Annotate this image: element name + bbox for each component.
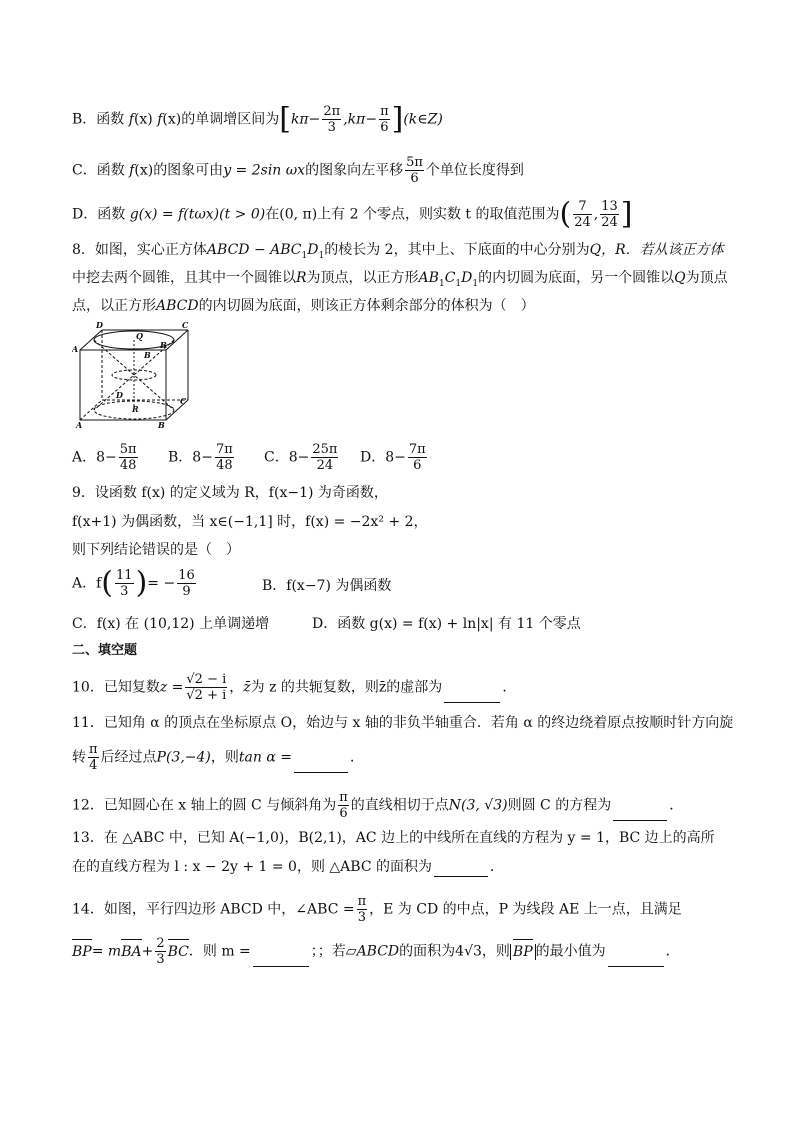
q9-line1: 9．设函数 f(x) 的定义域为 R，f(x−1) 为奇函数， [72,485,388,501]
label-d: D [116,390,123,400]
fraction: $\frac{2\pi}{3}$ [323,104,341,135]
q11-line1: 11．已知角 α 的顶点在坐标原点 O，始边与 x 轴的非负半轴重合．若角 α 的终边绕着原点按顺时针方向旋 [72,715,734,731]
label-a: A [76,420,83,430]
q9-line3: 则下列结论错误的是（ ） [72,542,240,558]
section-fill-in-title: 二、填空题 [72,643,138,658]
fraction: $\frac{7}{24}$ [574,199,591,230]
q9-choice-b: B．f(x−7) 为偶函数 [262,578,392,594]
q9-line2: f(x+1) 为偶函数，当 x∈(−1,1] 时，f(x) = −2x² + 2， [72,514,428,530]
q13-line1: 13．在 △ABC 中，已知 A(−1,0)，B(2,1)，AC 边上的中线所在直线的方程为 y = 1，BC 边上的高所 [72,830,715,846]
q8-line2: 中挖去两个圆锥，且其中一个圆锥以R为顶点，以正方形$AB_1C_1D_1$的内切圆为底面，另一个圆锥以Q为顶点 [72,270,728,289]
q9-choice-a: A．f( $\frac{11}{3}$ )= − $\frac{16}{9}$ [72,565,195,601]
option-7c: C．函数 f(x)的图象可由y = 2sin ωx的图象向左平移 $\frac{5\pi}{6}$ 个单位长度得到 [72,155,524,186]
q8-line3: 点，以正方形ABCD的内切圆为底面，则该正方体剩余部分的体积为（ ） [72,298,535,314]
q10-answer-blank[interactable] [444,688,500,703]
label-b-bottom: B [158,420,165,430]
label-r: R [132,404,139,414]
q14-line1: 14．如图，平行四边形 ABCD 中，∠ABC = $\frac{\pi}{3}$ ，E 为 CD 的中点，P 为线段 AE 上一点，且满足 [72,894,682,925]
q11-line2: 转 $\frac{\pi}{4}$ 后经过点P(3,−4)，则tan α = ． [72,742,364,773]
q13-line2: 在的直线方程为 l : x − 2y + 1 = 0，则 △ABC 的面积为 ． [72,859,505,875]
q10: 10．已知复数z = $\frac{√2 - i}{√2 + i}$ ，z̄为 z 的共轭复数，则z̄的虚部为 ． [72,672,517,703]
q8-choice-c: C．8− $\frac{25\pi}{24}$ [264,442,338,473]
q14-answer-blank-m[interactable] [253,952,309,967]
q8-choice-d: D．8− $\frac{7\pi}{6}$ [360,442,426,473]
q9-choice-c: C．f(x) 在 (10,12) 上单调递增 [72,616,270,632]
option-7d: D．函数 g(x) = f(tωx)(t > 0)在(0, π)上有 2 个零点，则实数 t 的取值范围为( $\frac{7}{24}$ , $\frac{13}{24}$ ] [72,196,633,232]
q12-answer-blank[interactable] [613,806,667,821]
label-c: C [180,396,187,406]
fraction: $\frac{13}{24}$ [601,199,618,230]
q14-answer-blank-min[interactable] [608,952,664,967]
option-7b: B．函数 f(x) f(x)的单调增区间为[kπ− $\frac{2\pi}{3}$ ,kπ− $\frac{\pi}{6}$ ](k∈Z) [72,101,443,137]
q8-choice-a: A．8− $\frac{5\pi}{48}$ [72,442,137,473]
label-c1: C [182,320,189,330]
q11-answer-blank[interactable] [294,758,348,773]
cube-figure [72,318,194,430]
q8-choice-b: B．8− $\frac{7\pi}{48}$ [168,442,233,473]
q12: 12．已知圆心在 x 轴上的圆 C 与倾斜角为 $\frac{\pi}{6}$ 的直线相切于点N(3, √3)则圆 C 的方程为 ． [72,790,684,821]
label-d1: D [96,320,103,330]
label-b1: B [160,340,167,350]
label-a1: A [72,344,79,354]
q13-answer-blank[interactable] [434,862,488,877]
q14-line2: BP= mBA+ $\frac{2}{3}$ BC．则 m = ；；若▱ABCD的面积为4√3，则 BP 的最小值为 ． [72,936,680,967]
q9-choice-d: D．函数 g(x) = f(x) + ln|x| 有 11 个零点 [312,616,581,632]
q8-line1: 8．如图，实心正方体ABCD − $ABC_1D_1$的棱长为 2，其中上、下底面的中心分别为Q，R．若从该正方体 [72,242,724,261]
label-b: B [144,350,151,360]
fraction: $\frac{\pi}{6}$ [380,104,389,135]
fraction: $\frac{5\pi}{6}$ [406,155,423,186]
label-q: Q [136,331,143,341]
